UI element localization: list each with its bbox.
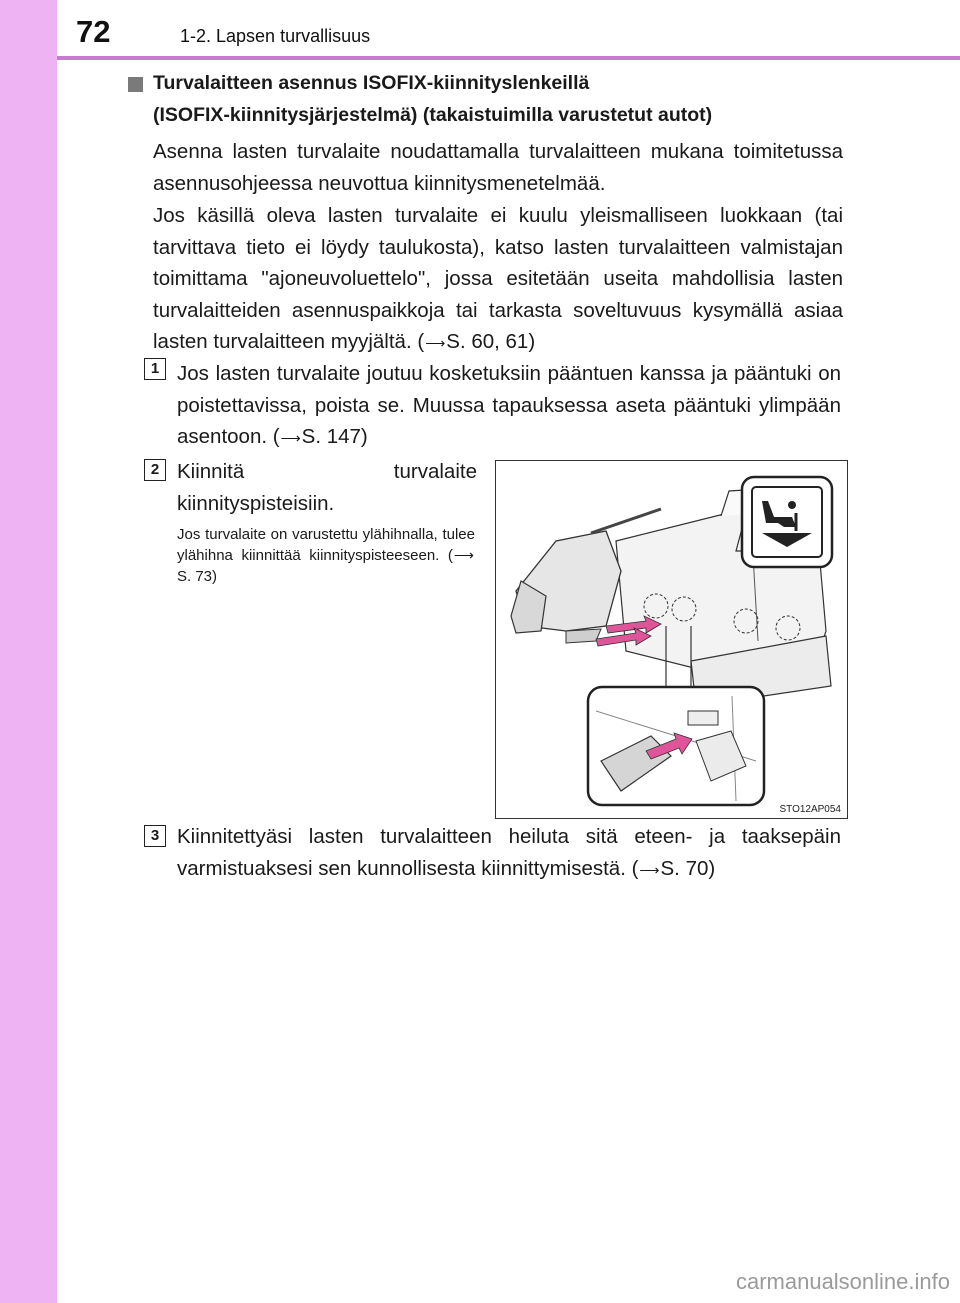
watermark: carmanualsonline.info xyxy=(735,1269,950,1294)
page-reference[interactable]: S. 60, 61) xyxy=(446,330,536,353)
page-reference[interactable]: S. 73) xyxy=(177,568,218,585)
heading-line-2: (ISOFIX-kiinnitysjärjestelmä) (takaistuimilla varustetut autot) xyxy=(153,104,713,126)
arrow-right-icon: ⟶ xyxy=(280,430,301,446)
page-number: 72 xyxy=(76,14,111,49)
heading-line-1: Turvalaitteen asennus ISOFIX-kiinnityslenkeillä xyxy=(153,72,590,94)
isofix-illustration xyxy=(495,460,848,819)
intro-paragraph-1: Asenna lasten turvalaite noudattamalla turvalaitteen mukana toimitetussa asennusohjeessa neuvottua kiinnitysmenetelmää. xyxy=(153,140,843,195)
page-reference[interactable]: S. 70) xyxy=(660,856,716,880)
figure-code: STO12AP054 xyxy=(779,804,841,815)
section-title: 1-2. Lapsen turvallisuus xyxy=(180,26,371,46)
step-1-number: 1 xyxy=(144,358,166,380)
subsection-heading xyxy=(153,67,853,131)
step-3-number: 3 xyxy=(144,825,166,847)
arrow-right-icon: ⟶ xyxy=(425,335,446,351)
step-2-note-body: Jos turvalaite on varustettu ylähihnalla, tulee ylähihna kiinnittää kiinnityspisteeseen. ( xyxy=(177,526,475,564)
intro-paragraph-2 xyxy=(153,200,843,360)
heading-square-icon xyxy=(128,77,143,92)
page-reference[interactable]: S. 147) xyxy=(301,425,368,448)
arrow-right-icon: ⟶ xyxy=(453,547,474,563)
step-2-note xyxy=(177,524,475,587)
step-3-text xyxy=(177,821,841,886)
step-1-body: Jos lasten turvalaite joutuu kosketuksiin pääntuen kanssa ja pääntuki on poistettavissa, poista se. Muussa tapauksessa aseta pääntuki ylimpään asentoon. ( xyxy=(177,362,841,448)
arrow-right-icon: ⟶ xyxy=(639,861,660,878)
step-3-body: Kiinnitettyäsi lasten turvalaitteen heiluta sitä eteen- ja taaksepäin varmistuaksesi sen kunnollisesta kiinnittymisestä. ( xyxy=(177,825,841,880)
step-1-text xyxy=(177,358,841,455)
step-2-number: 2 xyxy=(144,459,166,481)
side-tab-band xyxy=(0,0,57,1303)
header-rule xyxy=(57,56,960,60)
isofix-installation-drawing xyxy=(496,461,846,817)
intro-paragraph-2-text: Jos käsillä oleva lasten turvalaite ei kuulu yleismalliseen luokkaan (tai tarvittava tieto ei löydy taulukosta), katso lasten turvalaitteen valmistajan toimittama "ajoneuvoluettelo", jossa esitetään useita mahdollisia lasten turvalaitteiden asennuspaikkoja tai tarkasta soveltuvuus kysymällä asiaa lasten turvalaitteen myyjältä. ( xyxy=(153,204,843,353)
step-2-text: Kiinnitä turvalaite kiinnityspisteisiin. xyxy=(177,460,477,515)
